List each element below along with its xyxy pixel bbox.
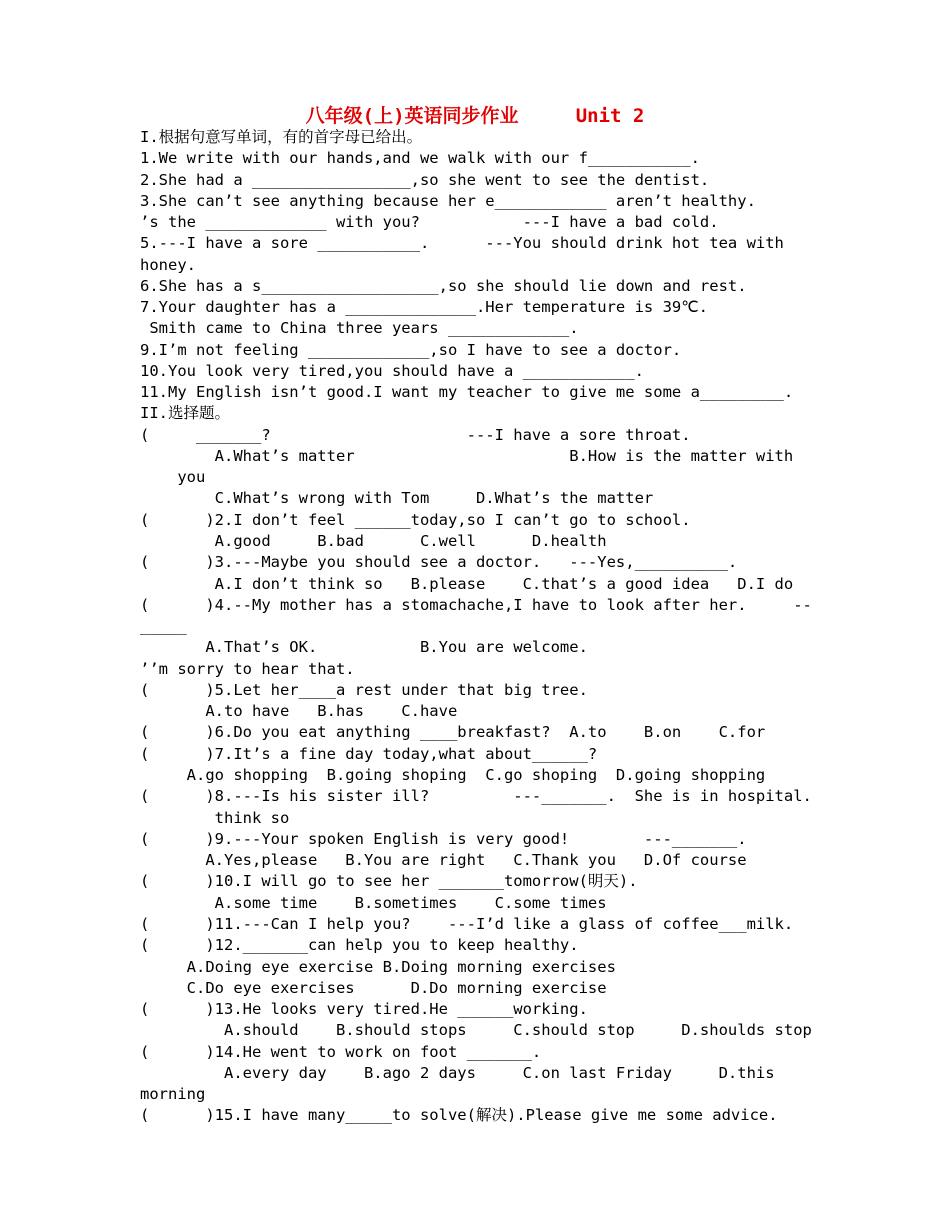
choice-line: A.some time B.sometimes C.some times	[140, 894, 607, 912]
choice-line: A.Yes,please B.You are right C.Thank you D.Of course	[140, 851, 747, 869]
choice-line: A.every day B.ago 2 days C.on last Friday D.this	[140, 1064, 775, 1082]
choice-line: ( )14.He went to work on foot _______.	[140, 1043, 542, 1061]
choice-line: ( )2.I don’t feel ______today,so I can’t go to school.	[140, 511, 691, 529]
choice-line: A.That’s OK. B.You are welcome.	[140, 638, 588, 656]
choice-line: ( )7.It’s a fine day today,what about______?	[140, 745, 598, 763]
choice-line: A.good B.bad C.well D.health	[140, 532, 607, 550]
choice-line: ’’m sorry to hear that.	[140, 660, 355, 678]
question-line: 3.She can’t see anything because her e____________ aren’t healthy.	[140, 192, 756, 210]
choice-line: ( )8.---Is his sister ill? ---_______. She is in hospital.	[140, 787, 812, 805]
choice-line: think so	[140, 809, 290, 827]
worksheet-title: 八年级(上)英语同步作业 Unit 2	[305, 105, 645, 127]
question-line: 2.She had a _________________,so she went to see the dentist.	[140, 171, 710, 189]
choice-line: C.What’s wrong with Tom D.What’s the matter	[140, 489, 654, 507]
choice-line: ( )6.Do you eat anything ____breakfast? A.to B.on C.for	[140, 723, 766, 741]
question-line: honey.	[140, 256, 196, 274]
question-line: 6.She has a s___________________,so she should lie down and rest.	[140, 277, 747, 295]
choice-line: ( )13.He looks very tired.He ______working.	[140, 1000, 588, 1018]
choice-line: ( )10.I will go to see her _______tomorrow(明天).	[140, 872, 638, 890]
question-line: 9.I’m not feeling _____________,so I have to see a doctor.	[140, 341, 682, 359]
question-line: Smith came to China three years _____________.	[140, 319, 579, 337]
choice-line: A.to have B.has C.have	[140, 702, 458, 720]
choice-line: A.go shopping B.going shoping C.go shoping D.going shopping	[140, 766, 766, 784]
choice-line: ( )4.--My mother has a stomachache,I have to look after her. --	[140, 596, 812, 614]
choice-line: ( _______? ---I have a sore throat.	[140, 426, 691, 444]
question-line: 5.---I have a sore ___________. ---You should drink hot tea with	[140, 234, 784, 252]
question-line: 10.You look very tired,you should have a ____________.	[140, 362, 644, 380]
choice-line: A.Doing eye exercise B.Doing morning exercises	[140, 958, 616, 976]
choice-line: ( )5.Let her____a rest under that big tree.	[140, 681, 588, 699]
choice-line: ( )15.I have many_____to solve(解决).Please give me some advice.	[140, 1106, 778, 1124]
question-line: 1.We write with our hands,and we walk with our f___________.	[140, 149, 700, 167]
question-line: ’s the _____________ with you? ---I have a bad cold.	[140, 213, 719, 231]
choice-line: A.What’s matter B.How is the matter with	[140, 447, 794, 465]
choice-line: ( )12._______can help you to keep healthy.	[140, 936, 579, 954]
section2-heading: II.选择题。	[140, 404, 230, 422]
choice-line: _____	[140, 617, 187, 635]
choice-line: ( )9.---Your spoken English is very good! ---_______.	[140, 830, 747, 848]
section1-heading: I.根据句意写单词，有的首字母已给出。	[140, 128, 423, 146]
choice-line: ( )11.---Can I help you? ---I’d like a glass of coffee___milk.	[140, 915, 794, 933]
choice-line: A.should B.should stops C.should stop D.shoulds stop	[140, 1021, 812, 1039]
choice-line: ( )3.---Maybe you should see a doctor. ---Yes,__________.	[140, 553, 738, 571]
choice-line: A.I don’t think so B.please C.that’s a good idea D.I do	[140, 575, 794, 593]
choice-line: morning	[140, 1085, 206, 1103]
choice-line: C.Do eye exercises D.Do morning exercise	[140, 979, 607, 997]
question-line: 11.My English isn’t good.I want my teacher to give me some a_________.	[140, 383, 794, 401]
choice-line: you	[140, 468, 206, 486]
question-line: 7.Your daughter has a ______________.Her temperature is 39℃.	[140, 298, 708, 316]
